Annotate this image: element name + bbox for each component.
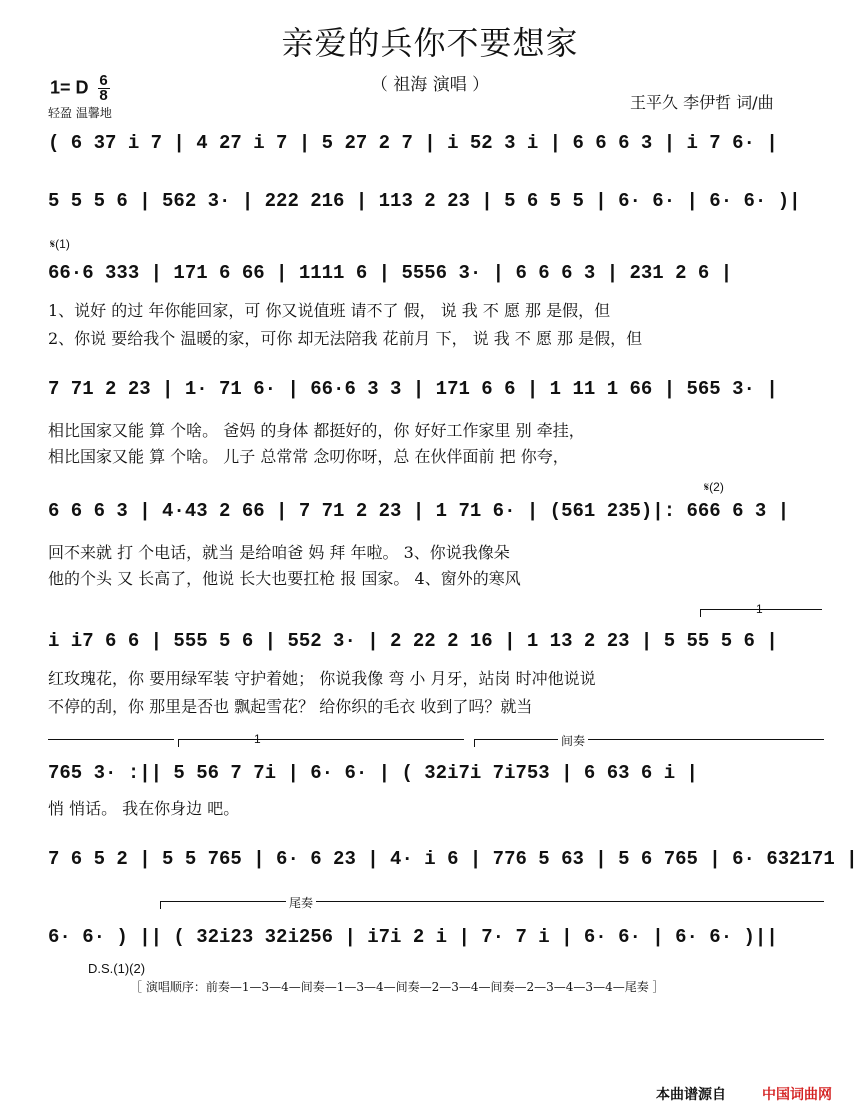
performance-order: ［ 演唱顺序：前奏—1—3—4—间奏—1—3—4—间奏—2—3—4—间奏—2—3—4—3—4—尾奏 ］ xyxy=(130,980,665,994)
segno-mark-2: 𝄋(2) xyxy=(704,480,724,494)
notation-row-8: 7 6 5 2 | 5 5 765 | 6· 6 23 | 4· i 6 | 776 5 63 | 5 6 765 | 6· 632171 | xyxy=(48,848,858,870)
notation-row-1: ( 6 37 i 7 | 4 27 i 7 | 5 27 2 7 | i 52 3 i | 6 6 6 3 | i 7 6· | xyxy=(48,132,778,154)
volta-number-1: 1 xyxy=(756,602,763,616)
outro-bracket xyxy=(160,901,824,902)
time-sig-bottom: 8 xyxy=(99,87,108,104)
lyrics-row-5-verse1: 回不来就 打 个电话，就当 是给咱爸 妈 拜 年啦。 3、你说我像朵 xyxy=(48,543,510,562)
lyrics-row-3-verse1: 1、说好 的过 年你能回家，可 你又说值班 请不了 假， 说 我 不 愿 那 是假，但 xyxy=(48,301,611,320)
interlude-bracket xyxy=(474,739,824,740)
lyrics-row-6-verse1: 红玫瑰花，你 要用绿军装 守护着她； 你说我像 弯 小 月牙，站岗 时冲他说说 xyxy=(48,669,596,688)
volta-tick-1 xyxy=(700,609,701,617)
notation-row-4: 7 71 2 23 | 1· 71 6· | 66·6 3 3 | 171 6 6 | 1 11 1 66 | 565 3· | xyxy=(48,378,778,400)
lyrics-row-7: 悄 悄话。 我在你身边 吧。 xyxy=(48,799,240,818)
outro-label: 尾奏 xyxy=(286,894,316,911)
interlude-label: 间奏 xyxy=(558,732,588,749)
footer-site-link[interactable]: 中国词曲网 xyxy=(762,1087,832,1103)
segno-mark-1: 𝄋(1) xyxy=(50,237,70,251)
lyrics-row-5-verse2: 他的个头 又 长高了，他说 长大也要扛枪 报 国家。 4、窗外的寒风 xyxy=(48,569,521,588)
lyrics-row-4-verse1: 相比国家又能 算 个啥。 爸妈 的身体 都挺好的，你 好好工作家里 别 牵挂， xyxy=(48,421,585,440)
notation-row-9: 6· 6· ) || ( 32i23 32i256 | i7i 2 i | 7· 7 i | 6· 6· | 6· 6· )|| xyxy=(48,926,778,948)
author-credit: 王平久 李伊哲 词/曲 xyxy=(630,93,774,112)
notation-row-5: 6 6 6 3 | 4·43 2 66 | 7 71 2 23 | 1 71 6· | (561 235)|: 666 6 3 | xyxy=(48,500,790,522)
footer-source: 本曲谱源自 xyxy=(656,1087,726,1103)
key-signature xyxy=(50,74,110,103)
page-title: 亲爱的兵你不要想家 xyxy=(281,24,579,62)
interlude-tick xyxy=(474,739,475,747)
lyrics-row-6-verse2: 不停的刮，你 那里是否也 飘起雪花？ 给你织的毛衣 收到了吗？就当 xyxy=(48,697,533,716)
key-label: 1= D xyxy=(50,77,89,98)
volta-bracket-2 xyxy=(178,739,464,740)
notation-row-3: 66·6 333 | 171 6 66 | 1111 6 | 5556 3· | 6 6 6 3 | 231 2 6 | xyxy=(48,262,733,284)
volta-tick-2 xyxy=(178,739,179,747)
lyrics-row-3-verse2: 2、你说 要给我个 温暖的家，可你 却无法陪我 花前月 下， 说 我 不 愿 那 是假，但 xyxy=(48,329,643,348)
time-signature xyxy=(98,74,110,103)
time-sig-top: 6 xyxy=(99,72,108,89)
tempo-marking: 轻盈 温馨地 xyxy=(48,106,112,120)
volta-number-2: 1 xyxy=(254,732,261,746)
notation-row-6: i i7 6 6 | 555 5 6 | 552 3· | 2 22 2 16 | 1 13 2 23 | 5 55 5 6 | xyxy=(48,630,778,652)
lyrics-row-4-verse2: 相比国家又能 算 个啥。 儿子 总常常 念叨你呀，总 在伙伴面前 把 你夸， xyxy=(48,447,569,466)
outro-tick xyxy=(160,901,161,909)
notation-row-2: 5 5 5 6 | 562 3· | 222 216 | 113 2 23 | 5 6 5 5 | 6· 6· | 6· 6· )| xyxy=(48,190,801,212)
notation-row-7: 765 3· :|| 5 56 7 7i | 6· 6· | ( 32i7i 7i753 | 6 63 6 i | xyxy=(48,762,698,784)
dal-segno-mark: D.S.(1)(2) xyxy=(88,961,146,976)
volta-bracket-1-cont xyxy=(48,739,174,740)
singer-credit: （ 祖海 演唱 ） xyxy=(370,75,490,95)
